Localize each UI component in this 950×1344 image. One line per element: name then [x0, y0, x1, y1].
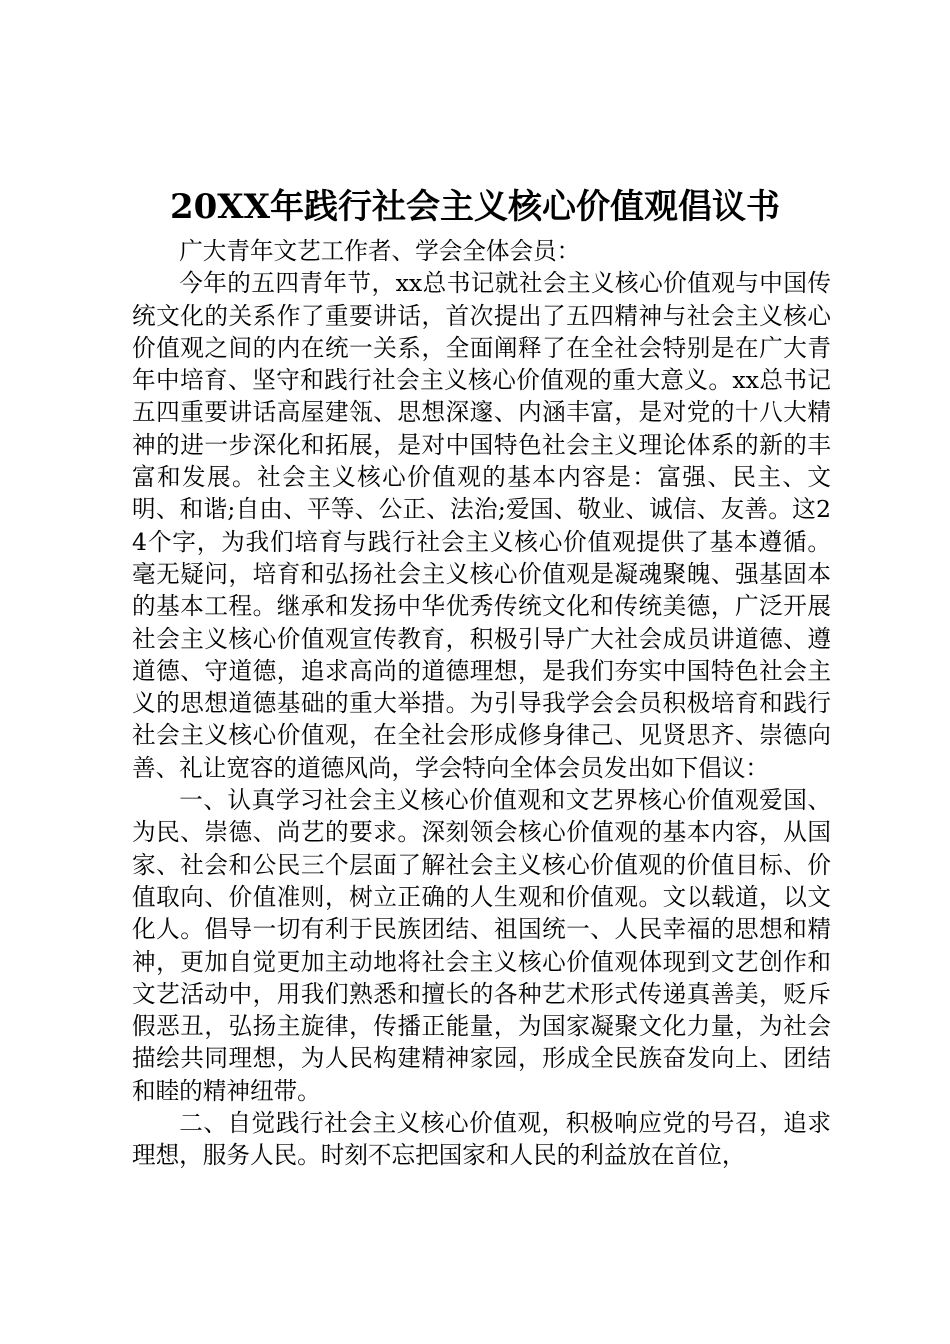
proposal-item-1: 一、认真学习社会主义核心价值观和文艺界核心价值观爱国、为民、崇德、尚艺的要求。深刻领会核心价值观的基本内容，从国家、社会和公民三个层面了解社会主义核心价值观的价值目标、价值取向、价值准则，树立正确的人生观和价值观。文以载道，以文化人。倡导一切有利于民族团结、祖国统一、人民幸福的思想和精神，更加自觉更加主动地将社会主义核心价值观体现到文艺创作和文艺活动中，用我们熟悉和擅长的各种艺术形式传递真善美，贬斥假恶丑，弘扬主旋律，传播正能量，为国家凝聚文化力量，为社会描绘共同理想，为人民构建精神家园，形成全民族奋发向上、团结和睦的精神纽带。 [132, 786, 831, 1105]
document-body [132, 235, 831, 1172]
salutation: 广大青年文艺工作者、学会全体会员： [179, 237, 581, 265]
intro-paragraph: 今年的五四青年节，xx总书记就社会主义核心价值观与中国传统文化的关系作了重要讲话，首次提出了五四精神与社会主义核心价值观之间的内在统一关系，全面阐释了在全社会特别是在广大青年中培育、坚守和践行社会主义核心价值观的重大意义。xx总书记五四重要讲话高屋建瓴、思想深邃、内涵丰富，是对党的十八大精神的进一步深化和拓展，是对中国特色社会主义理论体系的新的丰富和发展。社会主义核心价值观的基本内容是：富强、民主、文明、和谐;自由、平等、公正、法治;爱国、敬业、诚信、友善。这24个字，为我们培育与践行社会主义核心价值观提供了基本遵循。毫无疑问，培育和弘扬社会主义核心价值观是凝魂聚魄、强基固本的基本工程。继承和发扬中华优秀传统文化和传统美德，广泛开展社会主义核心价值观宣传教育，积极引导广大社会成员讲道德、遵道德、守道德，追求高尚的道德理想，是我们夯实中国特色社会主义的思想道德基础的重大举措。为引导我学会会员积极培育和践行社会主义核心价值观，在全社会形成修身律己、见贤思齐、崇德向善、礼让宽容的道德风尚，学会特向全体会员发出如下倡议： [132, 269, 831, 782]
proposal-item-2: 二、自觉践行社会主义核心价值观，积极响应党的号召，追求理想，服务人民。时刻不忘把国家和人民的利益放在首位， [132, 1109, 831, 1170]
document-title: 20XX年践行社会主义核心价值观倡议书 [169, 187, 781, 227]
